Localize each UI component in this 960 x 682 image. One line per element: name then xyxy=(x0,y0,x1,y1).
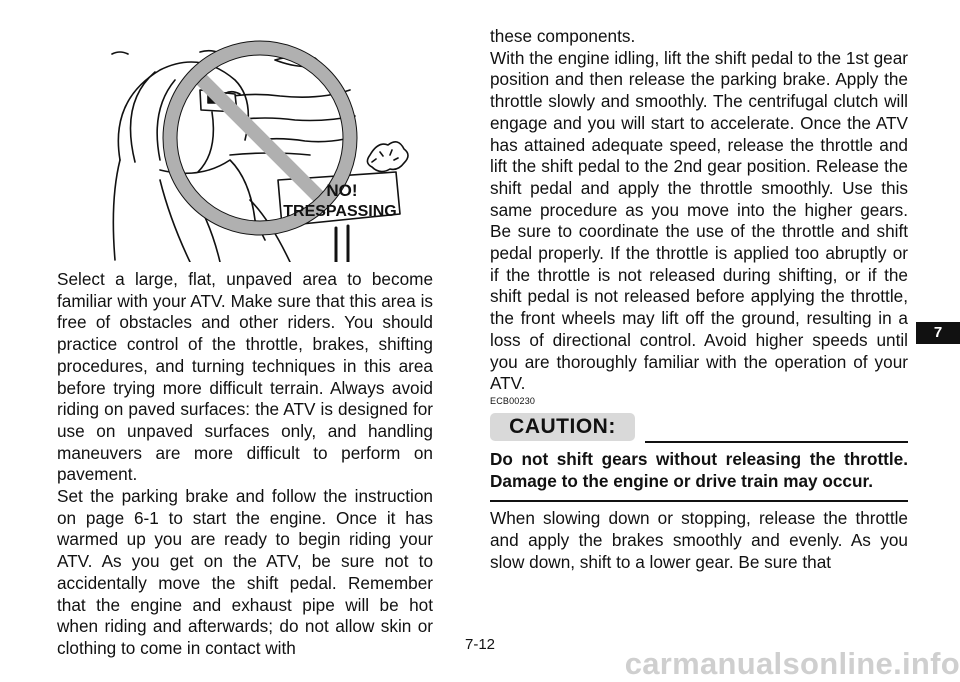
watermark: carmanualsonline.info xyxy=(624,646,960,681)
page-number: 7-12 xyxy=(464,636,496,653)
rider-no-trespassing-illustration xyxy=(100,40,410,262)
paragraph-continuation: these components. xyxy=(490,26,636,46)
caution-text: Do not shift gears without releasing the throttle. Damage to the engine or drive train may occur. xyxy=(490,448,908,491)
paragraph-practice-area: Select a large, flat, unpaved area to become familiar with your ATV. Make sure that this area is free of obstacles and other riders. You should practice control of the throttle, brakes, shifting procedures, and turning techniques in this area before trying more difficult terrain. Always avoid riding on paved surfaces: the ATV is designed for use on unpaved surfaces only, and handling maneuvers are more difficult to perform on pavement. xyxy=(57,269,433,485)
paragraph-shifting: With the engine idling, lift the shift pedal to the 1st gear position and then release the parking brake. Apply the throttle slowly and smoothly. The centrifugal clutch will engage and you will start to accelerate. Once the ATV has attained adequate speed, release the throttle and lift the shift pedal to the 2nd gear position. Release the shift pedal and apply the throttle smoothly. Use this same procedure as you move into the higher gears. Be sure to coordinate the use of the throttle and shift pedal properly. If the throttle is applied too abruptly or if the throttle is not released during shifting, or if the shift pedal is not released before applying the throttle, the front wheels may lift off the ground, resulting in a loss of directional control. Avoid higher speeds until you are thoroughly familiar with the operation of your ATV. xyxy=(490,47,908,394)
paragraph-start-engine: Set the parking brake and follow the instruction on page 6-1 to start the engine. Once it has warmed up you are ready to begin riding your ATV. As you get on the ATV, be sure not to accidentally move the shift pedal. Remember that the engine and exhaust pipe will be hot when riding and afterwards; do not allow skin or clothing to come in contact with xyxy=(57,486,433,658)
sign-text-no: NO! xyxy=(326,181,358,200)
left-text-column xyxy=(57,269,433,660)
caution-rule-top xyxy=(645,441,908,443)
right-text-column xyxy=(490,26,908,573)
caution-rule-bottom xyxy=(490,500,908,502)
chapter-tab: 7 xyxy=(916,322,960,344)
sign-text-trespassing: TRESPASSING xyxy=(283,203,397,220)
caution-label: CAUTION: xyxy=(490,413,635,441)
paragraph-slowing-down: When slowing down or stopping, release the throttle and apply the brakes smoothly and evenly. As you slow down, shift to a lower gear. Be sure that xyxy=(490,508,908,572)
reference-code: ECB00230 xyxy=(490,395,536,406)
caution-header xyxy=(490,409,908,445)
